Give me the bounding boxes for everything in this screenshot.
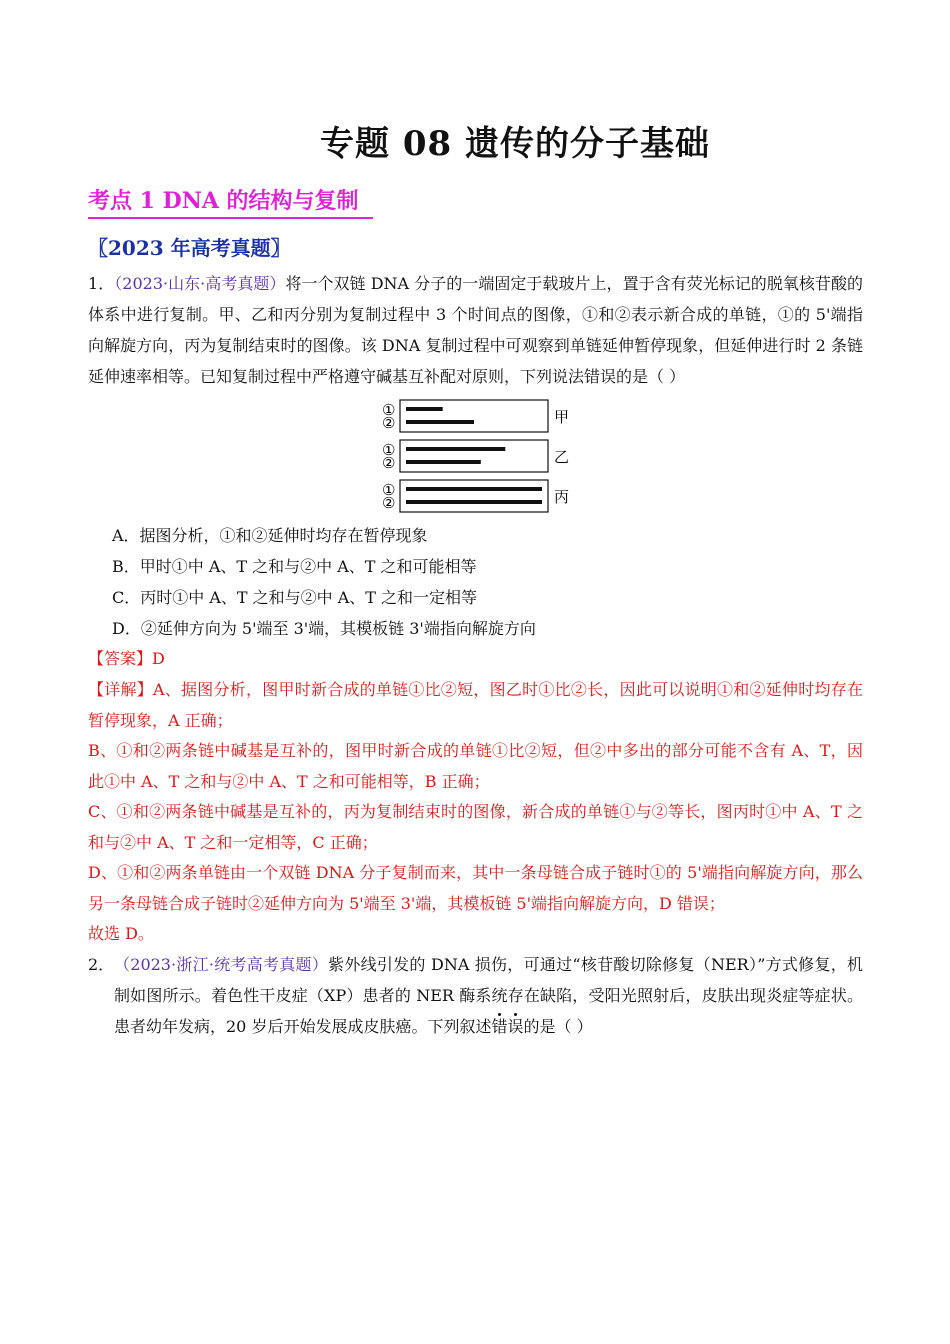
year-heading: 〖2023 年高考真题〗 (88, 236, 291, 260)
strand-1-label: ① (382, 441, 396, 459)
option-d: D．②延伸方向为 5'端至 3'端，其模板链 3'端指向解旋方向 (112, 619, 536, 638)
explanation-label: 【详解】 (88, 680, 153, 699)
figure-panel-box (400, 400, 548, 432)
emphasis-char: 错 (491, 1017, 508, 1036)
section-heading: 考点 1 DNA 的结构与复制 (88, 184, 373, 219)
panel-label: 甲 (554, 408, 570, 426)
panel-label: 乙 (554, 448, 570, 466)
answer-line (88, 643, 863, 674)
explanation-c: C、①和②两条链中碱基是互补的，丙为复制结束时的图像，新合成的单链①与②等长，图丙时①中 A、T 之和与②中 A、T 之和一定相等，C 正确； (88, 802, 863, 852)
question-source: （2023·浙江·统考高考真题） (114, 955, 329, 974)
panel-label: 丙 (554, 488, 570, 506)
dna-replication-figure (380, 396, 580, 516)
explanation-b: B、①和②两条链中碱基是互补的，图甲时新合成的单链①比②短，但②中多出的部分可能不含有 A、T，因此①中 A、T 之和与②中 A、T 之和可能相等，B 正确； (88, 741, 863, 791)
strand-1-bar (406, 447, 505, 451)
strand-1-label: ① (382, 401, 396, 419)
page-title: 专题 08 遗传的分子基础 (320, 124, 710, 164)
strand-2-label: ② (382, 414, 396, 432)
question-number: 2． (88, 955, 115, 974)
question-text: 将一个双链 DNA 分子的一端固定于载玻片上，置于含有荧光标记的脱氧核苷酸的体系中进行复制。甲、乙和丙分别为复制过程中 3 个时间点的图像，①和②表示新合成的单链，①的 5'端指向解旋方向，丙为复制结束时的图像。该 DNA 复制过程中可观察到单链延伸暂停现象，但延伸进行时 2 条链延伸速率相等。已知复制过程中严格遵守碱基互补配对原则，下列说法错误的是（ ） (88, 274, 863, 386)
strand-2-bar (406, 500, 542, 504)
strand-1-bar (406, 407, 443, 411)
strand-2-label: ② (382, 494, 396, 512)
strand-1-label: ① (382, 481, 396, 499)
question-1-stem (88, 268, 863, 392)
question-source: （2023·山东·高考真题） (114, 274, 286, 293)
question-number: 1． (88, 274, 115, 293)
answer-value: D (152, 649, 165, 668)
option-c: C．丙时①中 A、T 之和与②中 A、T 之和一定相等 (112, 588, 478, 607)
strand-1-bar (406, 487, 542, 491)
conclusion: 故选 D。 (88, 924, 154, 943)
option-b: B．甲时①中 A、T 之和与②中 A、T 之和可能相等 (112, 557, 477, 576)
strand-2-label: ② (382, 454, 396, 472)
figure-panel-box (400, 440, 548, 472)
emphasis-char: 误 (507, 1017, 524, 1036)
option-a: A．据图分析，①和②延伸时均存在暂停现象 (112, 526, 428, 545)
question-2-stem: 2． （2023·浙江·统考高考真题）紫外线引发的 DNA 损伤，可通过“核苷酸切除修复（NER）”方式修复，机制如图所示。着色性干皮症（XP）患者的 NER 酶系统存在缺陷，受阳光照射后，皮肤出现炎症等症状。患者幼年发病，20 岁后开始发展成皮肤癌。下列叙述错误的是（ ） (88, 949, 863, 1042)
explanation-a: 【详解】A、据图分析，图甲时新合成的单链①比②短，图乙时①比②长，因此可以说明①和②延伸时均存在暂停现象，A 正确； (88, 680, 863, 730)
figure-panel-box (400, 480, 548, 512)
explanation-d: D、①和②两条单链由一个双链 DNA 分子复制而来，其中一条母链合成子链时①的 5'端指向解旋方向，那么另一条母链合成子链时②延伸方向为 5'端至 3'端，其模板链 5'端指向解旋方向，D 错误； (88, 863, 863, 913)
strand-2-bar (406, 460, 481, 464)
strand-2-bar (406, 420, 474, 424)
answer-label: 【答案】 (88, 649, 153, 668)
